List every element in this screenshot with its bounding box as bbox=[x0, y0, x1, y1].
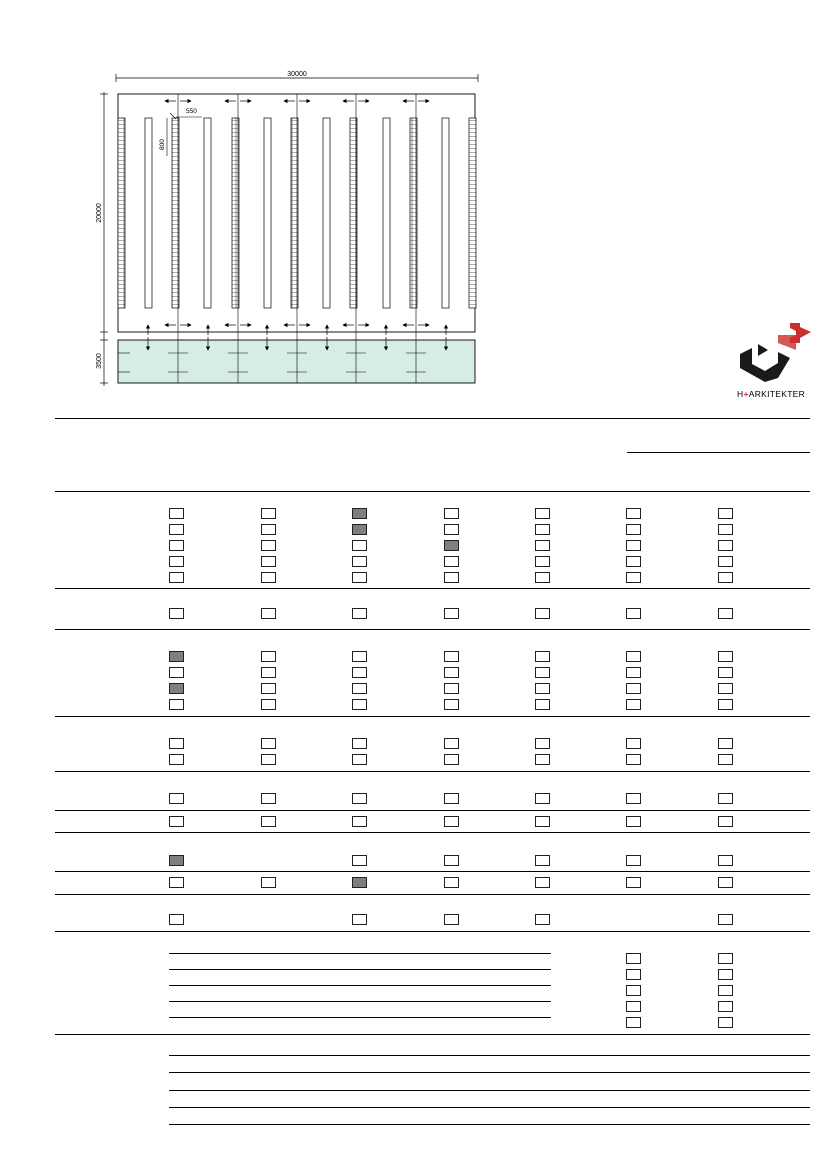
checkbox[interactable] bbox=[444, 738, 459, 749]
checkbox[interactable] bbox=[535, 556, 550, 567]
checkbox[interactable] bbox=[352, 855, 367, 866]
checkbox[interactable] bbox=[718, 754, 733, 765]
checkbox[interactable] bbox=[718, 738, 733, 749]
checkbox[interactable] bbox=[444, 572, 459, 583]
checkbox-checked[interactable] bbox=[352, 877, 367, 888]
checkbox[interactable] bbox=[352, 556, 367, 567]
checkbox[interactable] bbox=[352, 608, 367, 619]
checkbox[interactable] bbox=[444, 793, 459, 804]
checkbox[interactable] bbox=[352, 816, 367, 827]
spacing-label: 550 bbox=[186, 108, 197, 115]
rack-shelf bbox=[204, 118, 211, 308]
checkbox[interactable] bbox=[626, 572, 641, 583]
checkbox[interactable] bbox=[261, 793, 276, 804]
checkbox[interactable] bbox=[718, 699, 733, 710]
logo-text-suffix: ARKITEKTER bbox=[748, 389, 806, 399]
section-divider bbox=[55, 771, 810, 772]
zone-dimension-label: 3500 bbox=[96, 353, 103, 369]
checkbox[interactable] bbox=[261, 816, 276, 827]
checkbox[interactable] bbox=[718, 816, 733, 827]
checkbox[interactable] bbox=[535, 816, 550, 827]
checkbox[interactable] bbox=[626, 683, 641, 694]
checkbox[interactable] bbox=[444, 699, 459, 710]
checkbox[interactable] bbox=[169, 738, 184, 749]
checkbox[interactable] bbox=[535, 608, 550, 619]
checkbox[interactable] bbox=[718, 985, 733, 996]
notes-line bbox=[169, 1055, 810, 1056]
checkbox[interactable] bbox=[352, 651, 367, 662]
depth-dimension-label: 20000 bbox=[96, 203, 103, 223]
checkbox[interactable] bbox=[169, 572, 184, 583]
checkbox[interactable] bbox=[535, 754, 550, 765]
checkbox[interactable] bbox=[626, 969, 641, 980]
checkbox[interactable] bbox=[718, 914, 733, 925]
checkbox[interactable] bbox=[169, 754, 184, 765]
checkbox[interactable] bbox=[626, 738, 641, 749]
checkbox[interactable] bbox=[261, 738, 276, 749]
checkbox-checked[interactable] bbox=[169, 651, 184, 662]
notes-line bbox=[169, 1072, 810, 1073]
checkbox[interactable] bbox=[718, 877, 733, 888]
header-divider bbox=[55, 418, 810, 419]
text-entry-line bbox=[169, 1001, 551, 1002]
notes-line bbox=[169, 1124, 810, 1125]
checkbox[interactable] bbox=[626, 855, 641, 866]
checkbox[interactable] bbox=[444, 508, 459, 519]
checkbox[interactable] bbox=[352, 683, 367, 694]
signature-line bbox=[627, 452, 810, 453]
section-divider bbox=[55, 1034, 810, 1035]
width-dimension-label: 30000 bbox=[287, 71, 307, 78]
checkbox[interactable] bbox=[352, 667, 367, 678]
checkbox[interactable] bbox=[169, 667, 184, 678]
rack-row bbox=[469, 118, 476, 308]
logo-mark bbox=[740, 323, 811, 382]
checkbox[interactable] bbox=[718, 1001, 733, 1012]
section-divider bbox=[55, 894, 810, 895]
checkbox[interactable] bbox=[352, 793, 367, 804]
checkbox[interactable] bbox=[444, 816, 459, 827]
checkbox[interactable] bbox=[535, 683, 550, 694]
checkbox[interactable] bbox=[626, 540, 641, 551]
checkbox[interactable] bbox=[718, 508, 733, 519]
checkbox[interactable] bbox=[718, 524, 733, 535]
checkbox[interactable] bbox=[261, 683, 276, 694]
checkbox[interactable] bbox=[444, 683, 459, 694]
logo-text-plus: + bbox=[743, 389, 749, 399]
checkbox[interactable] bbox=[261, 524, 276, 535]
checkbox[interactable] bbox=[169, 816, 184, 827]
checkbox[interactable] bbox=[535, 540, 550, 551]
rack-label: 800 bbox=[159, 139, 166, 150]
checkbox[interactable] bbox=[444, 524, 459, 535]
checkbox[interactable] bbox=[626, 793, 641, 804]
checkbox[interactable] bbox=[718, 1017, 733, 1028]
loading-zone bbox=[118, 340, 475, 383]
checkbox[interactable] bbox=[444, 651, 459, 662]
checkbox[interactable] bbox=[261, 572, 276, 583]
checkbox[interactable] bbox=[169, 540, 184, 551]
checkbox[interactable] bbox=[626, 816, 641, 827]
depth-dimension bbox=[96, 92, 108, 386]
checkbox[interactable] bbox=[718, 667, 733, 678]
checkbox[interactable] bbox=[169, 608, 184, 619]
checkbox[interactable] bbox=[169, 508, 184, 519]
checkbox[interactable] bbox=[352, 738, 367, 749]
section-divider bbox=[55, 832, 810, 833]
checkbox[interactable] bbox=[444, 754, 459, 765]
checkbox[interactable] bbox=[718, 651, 733, 662]
checkbox[interactable] bbox=[352, 754, 367, 765]
checkbox[interactable] bbox=[261, 877, 276, 888]
section-divider bbox=[55, 931, 810, 932]
checkbox[interactable] bbox=[169, 793, 184, 804]
section-divider bbox=[55, 629, 810, 630]
checkbox[interactable] bbox=[535, 572, 550, 583]
notes-line bbox=[169, 1090, 810, 1091]
checkbox[interactable] bbox=[261, 667, 276, 678]
rack-shelf bbox=[145, 118, 152, 308]
checkbox[interactable] bbox=[535, 651, 550, 662]
checkbox-checked[interactable] bbox=[352, 508, 367, 519]
checkbox[interactable] bbox=[261, 508, 276, 519]
rack-shelf bbox=[442, 118, 449, 308]
checkbox[interactable] bbox=[626, 953, 641, 964]
checkbox[interactable] bbox=[626, 508, 641, 519]
rack-shelf bbox=[323, 118, 330, 308]
checkbox[interactable] bbox=[352, 572, 367, 583]
text-entry-line bbox=[169, 953, 551, 954]
checkbox[interactable] bbox=[261, 556, 276, 567]
text-entry-line bbox=[169, 969, 551, 970]
text-entry-line bbox=[169, 1017, 551, 1018]
checkbox[interactable] bbox=[626, 1001, 641, 1012]
section-divider bbox=[55, 491, 810, 492]
checkbox[interactable] bbox=[718, 855, 733, 866]
checkbox-checked[interactable] bbox=[444, 540, 459, 551]
checkbox[interactable] bbox=[626, 699, 641, 710]
checkbox[interactable] bbox=[444, 608, 459, 619]
section-divider bbox=[55, 716, 810, 717]
checkbox-checked[interactable] bbox=[352, 524, 367, 535]
checkbox[interactable] bbox=[535, 855, 550, 866]
checkbox[interactable] bbox=[718, 953, 733, 964]
checkbox[interactable] bbox=[718, 969, 733, 980]
logo-text-prefix: H bbox=[737, 389, 744, 399]
checkbox[interactable] bbox=[535, 793, 550, 804]
checkbox[interactable] bbox=[352, 699, 367, 710]
section-divider bbox=[55, 810, 810, 811]
checkbox[interactable] bbox=[352, 914, 367, 925]
checkbox[interactable] bbox=[626, 556, 641, 567]
checkbox[interactable] bbox=[169, 877, 184, 888]
notes-line bbox=[169, 1107, 810, 1108]
checkbox[interactable] bbox=[444, 914, 459, 925]
checkbox[interactable] bbox=[718, 556, 733, 567]
text-entry-line bbox=[169, 985, 551, 986]
checkbox[interactable] bbox=[718, 540, 733, 551]
checkbox[interactable] bbox=[169, 524, 184, 535]
checkbox[interactable] bbox=[626, 524, 641, 535]
checkbox[interactable] bbox=[352, 540, 367, 551]
checkbox[interactable] bbox=[718, 793, 733, 804]
checkbox[interactable] bbox=[444, 667, 459, 678]
checkbox[interactable] bbox=[261, 651, 276, 662]
checkbox[interactable] bbox=[626, 985, 641, 996]
checkbox[interactable] bbox=[261, 608, 276, 619]
checkbox[interactable] bbox=[718, 608, 733, 619]
checkbox-checked[interactable] bbox=[169, 683, 184, 694]
checkbox-checked[interactable] bbox=[169, 855, 184, 866]
checkbox[interactable] bbox=[444, 877, 459, 888]
checkbox[interactable] bbox=[261, 754, 276, 765]
checkbox[interactable] bbox=[626, 608, 641, 619]
checkbox[interactable] bbox=[261, 699, 276, 710]
checkbox[interactable] bbox=[626, 651, 641, 662]
checkbox[interactable] bbox=[535, 699, 550, 710]
checkbox[interactable] bbox=[535, 667, 550, 678]
checkbox[interactable] bbox=[261, 540, 276, 551]
checkbox[interactable] bbox=[444, 855, 459, 866]
checkbox[interactable] bbox=[535, 877, 550, 888]
checkbox[interactable] bbox=[535, 914, 550, 925]
section-divider bbox=[55, 588, 810, 589]
checkbox[interactable] bbox=[626, 877, 641, 888]
section-divider bbox=[55, 871, 810, 872]
checkbox[interactable] bbox=[626, 667, 641, 678]
rack-shelf bbox=[383, 118, 390, 308]
checkbox[interactable] bbox=[718, 572, 733, 583]
checkbox[interactable] bbox=[169, 556, 184, 567]
checkbox[interactable] bbox=[626, 1017, 641, 1028]
checkbox[interactable] bbox=[535, 508, 550, 519]
checkbox[interactable] bbox=[626, 754, 641, 765]
checkbox[interactable] bbox=[169, 914, 184, 925]
checkbox[interactable] bbox=[718, 683, 733, 694]
checkbox[interactable] bbox=[535, 524, 550, 535]
checkbox[interactable] bbox=[535, 738, 550, 749]
rack-row bbox=[118, 118, 125, 308]
width-dimension bbox=[116, 71, 478, 82]
logo-text bbox=[737, 389, 805, 399]
rack-shelf bbox=[264, 118, 271, 308]
checkbox[interactable] bbox=[444, 556, 459, 567]
checkbox[interactable] bbox=[169, 699, 184, 710]
